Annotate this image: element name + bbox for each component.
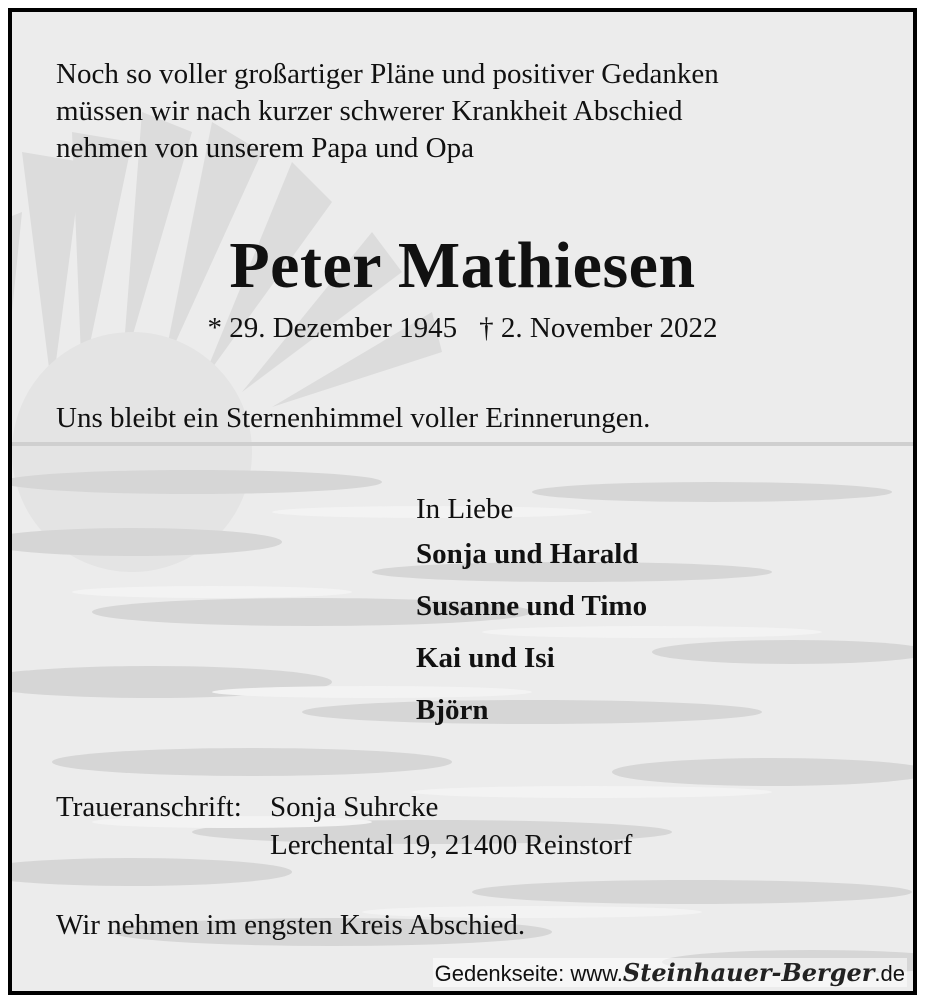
- memorial-page-link[interactable]: [433, 958, 907, 987]
- memorial-quote: Uns bleibt ein Sternenhimmel voller Erinnerungen.: [56, 402, 651, 434]
- intro-line: nehmen von unserem Papa und Opa: [56, 132, 474, 164]
- birth-date: * 29. Dezember 1945: [207, 312, 458, 344]
- intro-line: Noch so voller großartiger Pläne und positiver Gedanken: [56, 58, 719, 90]
- family-member: Kai und Isi: [416, 642, 555, 674]
- farewell-text: Wir nehmen im engsten Kreis Abschied.: [56, 909, 526, 941]
- family-signature: [416, 490, 647, 736]
- footer-prefix: Gedenkseite: www.: [434, 961, 623, 986]
- notice-content: [12, 12, 913, 991]
- intro-text: [56, 56, 719, 167]
- intro-line: müssen wir nach kurzer schwerer Krankheit Abschied: [56, 95, 683, 127]
- footer-suffix: .de: [874, 961, 905, 986]
- address-name: Sonja Suhrcke: [270, 791, 439, 823]
- family-intro: In Liebe: [416, 493, 514, 525]
- family-member: Björn: [416, 694, 489, 726]
- address-street: Lerchental 19, 21400 Reinstorf: [270, 829, 633, 861]
- death-date: † 2. November 2022: [479, 312, 718, 344]
- brand-logo: Steinhauer-Berger: [622, 958, 875, 987]
- obituary-notice: [8, 8, 917, 995]
- address-first-line: [56, 788, 632, 826]
- address-label: Traueranschrift:: [56, 791, 242, 823]
- family-member: Sonja und Harald: [416, 538, 639, 570]
- life-dates: [12, 312, 913, 345]
- mourning-address: [56, 788, 632, 864]
- family-member: Susanne und Timo: [416, 590, 648, 622]
- deceased-name: Peter Mathiesen: [229, 229, 696, 302]
